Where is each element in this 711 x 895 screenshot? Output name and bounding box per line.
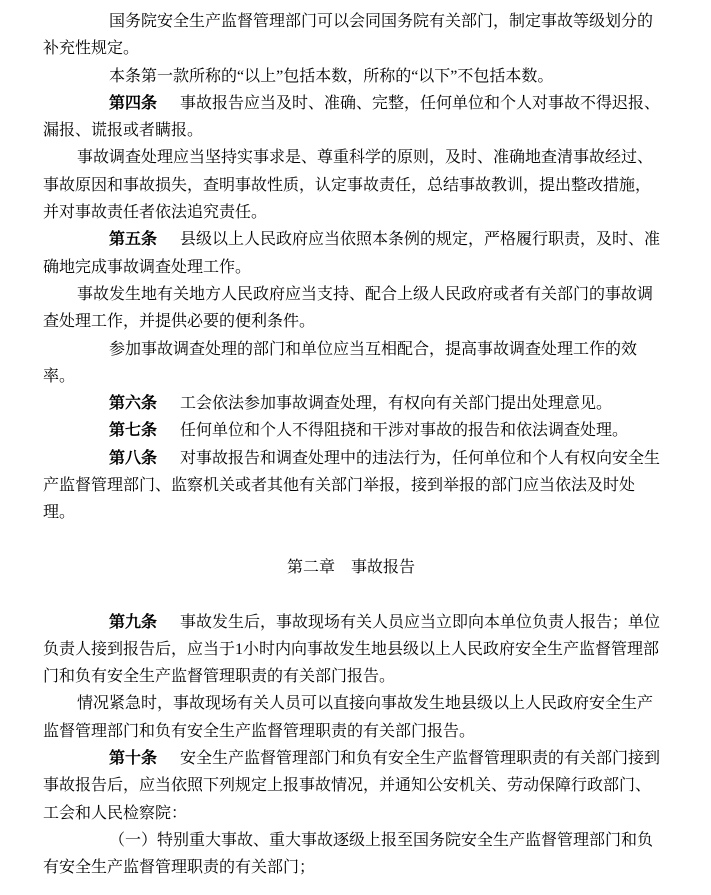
article-number-label: 第十条 bbox=[109, 750, 158, 768]
line-text: 事故原因和事故损失，查明事故性质，认定事故责任，总结事故教训，提出整改措施， bbox=[43, 176, 652, 194]
document-line bbox=[43, 199, 668, 226]
line-text: 事故发生后，事故现场有关人员应当立即向本单位负责人报告；单位 bbox=[180, 613, 661, 631]
document-line bbox=[43, 527, 668, 554]
document-line bbox=[43, 472, 668, 499]
document-line bbox=[43, 417, 668, 444]
line-text: 第二章 事故报告 bbox=[286, 558, 415, 576]
document-line bbox=[43, 663, 668, 690]
document-line bbox=[43, 117, 668, 144]
document-line bbox=[43, 308, 668, 335]
line-text: 情况紧急时，事故现场有关人员可以直接向事故发生地县级以上人民政府安全生产 bbox=[77, 695, 654, 713]
line-text: 事故报告应当及时、准确、完整，任何单位和个人对事故不得迟报、 bbox=[180, 94, 661, 112]
document-line bbox=[43, 254, 668, 281]
line-text: 漏报、谎报或者瞒报。 bbox=[43, 122, 204, 140]
line-text: 安全生产监督管理部门和负有安全生产监督管理职责的有关部门接到 bbox=[180, 750, 661, 768]
line-text: 工会依法参加事故调查处理，有权向有关部门提出处理意见。 bbox=[180, 395, 613, 413]
article-number-label: 第四条 bbox=[109, 94, 158, 112]
document-line bbox=[43, 63, 668, 90]
document-line bbox=[43, 336, 668, 363]
line-text: 事故发生地有关地方人民政府应当支持、配合上级人民政府或者有关部门的事故调 bbox=[77, 285, 654, 303]
line-text: 产监督管理部门、监察机关或者其他有关部门举报，接到举报的部门应当依法及时处 bbox=[43, 477, 636, 495]
line-text: 对事故报告和调查处理中的违法行为，任何单位和个人有权向安全生 bbox=[180, 449, 661, 467]
line-text: 县级以上人民政府应当依照本条例的规定，严格履行职责，及时、准 bbox=[180, 231, 661, 249]
document-line bbox=[43, 390, 668, 417]
document-line bbox=[43, 581, 668, 608]
document-line bbox=[43, 718, 668, 745]
line-text: 工会和人民检察院： bbox=[43, 804, 188, 822]
document-line bbox=[43, 445, 668, 472]
line-text: 国务院安全生产监督管理部门可以会同国务院有关部门，制定事故等级划分的 bbox=[109, 13, 654, 30]
document-line bbox=[43, 499, 668, 526]
line-text: 并对事故责任者依法追究责任。 bbox=[43, 204, 268, 222]
line-text: 门和负有安全生产监督管理职责的有关部门报告。 bbox=[43, 668, 396, 686]
line-text: 补充性规定。 bbox=[43, 40, 140, 58]
document-line bbox=[43, 35, 668, 62]
document-line bbox=[43, 226, 668, 253]
article-number-label: 第八条 bbox=[109, 449, 158, 467]
line-text: 参加事故调查处理的部门和单位应当互相配合，提高事故调查处理工作的效 bbox=[109, 340, 638, 358]
document-line bbox=[43, 690, 668, 717]
line-text: 有安全生产监督管理职责的有关部门； bbox=[43, 859, 316, 877]
document-line bbox=[43, 90, 668, 117]
document-line bbox=[43, 745, 668, 772]
chapter-heading bbox=[43, 554, 659, 581]
document-line bbox=[43, 172, 668, 199]
line-text: 本条第一款所称的“以上”包括本数，所称的“以下”不包括本数。 bbox=[109, 67, 554, 85]
document-line bbox=[43, 281, 668, 308]
document-line bbox=[43, 636, 668, 663]
line-text: 率。 bbox=[43, 367, 76, 385]
document-line bbox=[43, 8, 668, 35]
document-line bbox=[43, 854, 668, 881]
article-number-label: 第九条 bbox=[109, 613, 158, 631]
line-text: 事故报告后，应当依照下列规定上报事故情况，并通知公安机关、劳动保障行政部门、 bbox=[43, 777, 652, 795]
line-text: 任何单位和个人不得阻挠和干涉对事故的报告和依法调查处理。 bbox=[180, 422, 629, 440]
article-number-label: 第七条 bbox=[109, 422, 158, 440]
line-text: 监督管理部门和负有安全生产监督管理职责的有关部门报告。 bbox=[43, 722, 476, 740]
line-text: 事故调查处理应当坚持实事求是、尊重科学的原则，及时、准确地查清事故经过、 bbox=[77, 149, 654, 167]
document-line bbox=[43, 772, 668, 799]
article-number-label: 第五条 bbox=[109, 231, 158, 249]
document-line bbox=[43, 144, 668, 171]
document-line bbox=[43, 363, 668, 390]
document-line bbox=[43, 609, 668, 636]
document-line bbox=[43, 800, 668, 827]
line-text: 查处理工作，并提供必要的便利条件。 bbox=[43, 313, 316, 331]
document-line bbox=[43, 827, 668, 854]
line-text: （一）特别重大事故、重大事故逐级上报至国务院安全生产监督管理部门和负 bbox=[109, 831, 654, 849]
line-text: 理。 bbox=[43, 504, 76, 522]
line-text: 确地完成事故调查处理工作。 bbox=[43, 258, 252, 276]
article-number-label: 第六条 bbox=[109, 395, 158, 413]
line-text: 负责人接到报告后，应当于1小时内向事故发生地县级以上人民政府安全生产监督管理部 bbox=[43, 640, 660, 658]
